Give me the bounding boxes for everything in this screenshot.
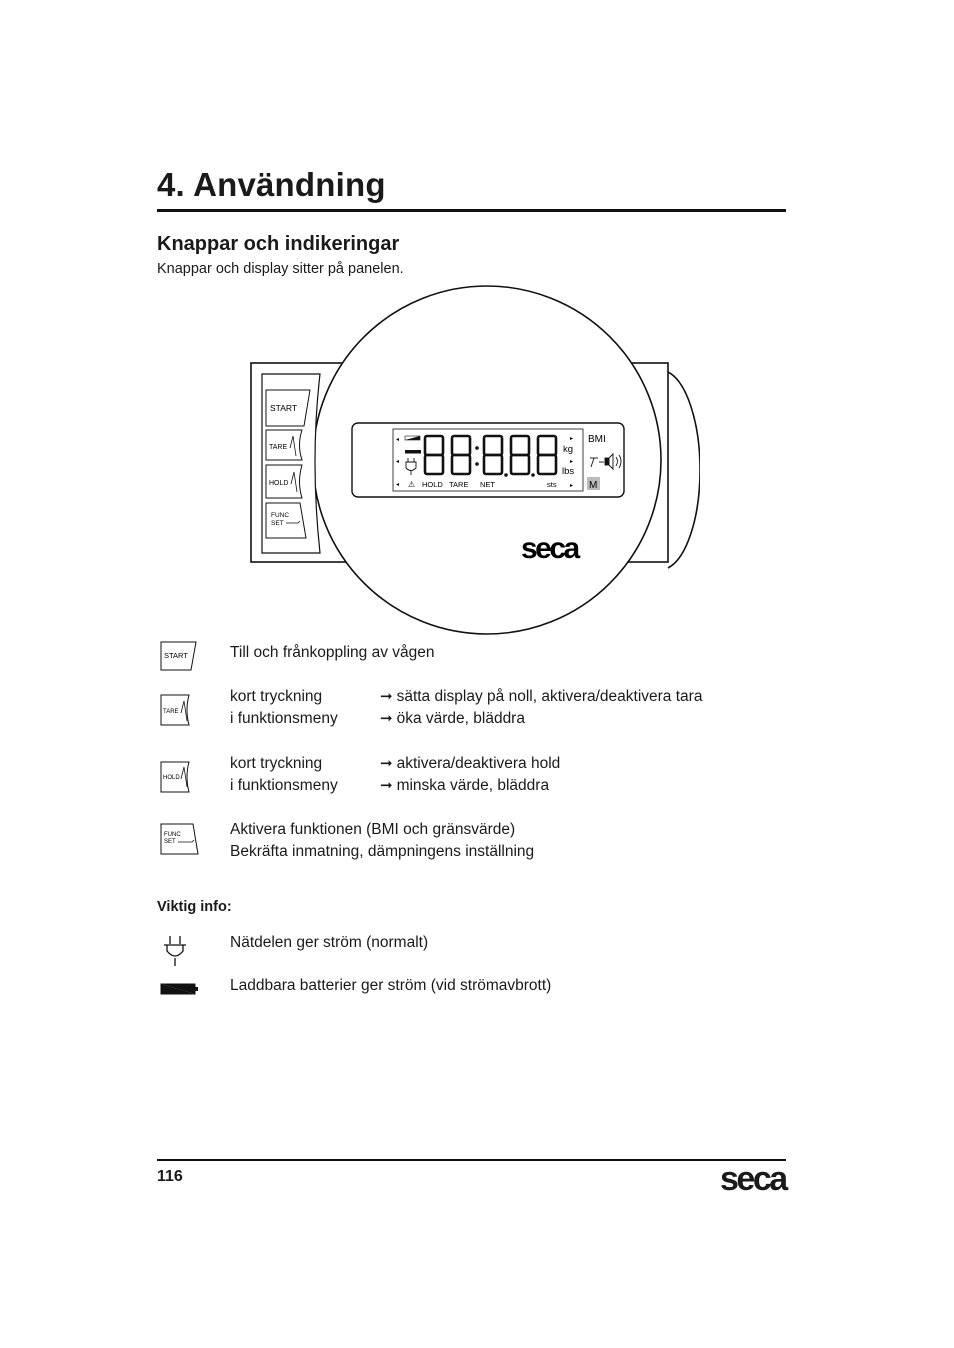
display-bmi-label: BMI	[588, 434, 606, 445]
section-heading: Knappar och indikeringar	[157, 233, 400, 255]
display-sts-label: sts	[547, 480, 557, 489]
hold-row-label: i funktionsmeny	[230, 777, 338, 794]
info-battery-text: Laddbara batterier ger ström (vid strömavbrott)	[230, 977, 552, 994]
tare-key-icon	[160, 693, 192, 727]
tare-button[interactable]	[266, 430, 302, 460]
func-set-line-1: Aktivera funktionen (BMI och gränsvärde)	[230, 821, 516, 838]
tare-key-description	[230, 686, 702, 730]
display-kg-label: kg	[563, 444, 574, 455]
arrow-right-icon: ➞	[380, 777, 393, 794]
svg-text:◂: ◂	[396, 437, 400, 443]
footer-divider	[157, 1159, 786, 1161]
hold-key-row	[230, 775, 560, 797]
svg-text:⚠: ⚠	[408, 480, 416, 489]
page-number: 116	[157, 1168, 183, 1185]
footer-brand-logo: seca	[720, 1160, 786, 1198]
tare-button-label: TARE	[269, 444, 288, 451]
tare-key-row	[230, 708, 702, 730]
plug-icon	[162, 934, 188, 973]
display-m-label: M	[589, 480, 598, 491]
start-key-icon-text: START	[164, 651, 188, 660]
display-net-label: NET	[480, 480, 495, 489]
hold-key-row	[230, 753, 560, 775]
info-mains-text: Nätdelen ger ström (normalt)	[230, 934, 429, 951]
display-hold-label: HOLD	[422, 480, 443, 489]
panel-brand-logo: seca	[521, 532, 578, 565]
start-key-description: Till och frånkoppling av vågen	[230, 644, 435, 661]
tare-row-action: öka värde, bläddra	[396, 710, 525, 727]
tare-row-label: kort tryckning	[230, 688, 323, 705]
arrow-right-icon: ➞	[380, 710, 393, 727]
func-set-key-description	[230, 819, 534, 863]
start-button[interactable]	[266, 390, 310, 426]
tare-row-label: i funktionsmeny	[230, 710, 338, 727]
svg-text:◂: ◂	[396, 459, 400, 465]
display-tare-label: TARE	[449, 480, 469, 489]
title-divider	[157, 209, 786, 212]
section-intro: Knappar och display sitter på panelen.	[157, 261, 404, 277]
scale-panel-illustration	[240, 285, 700, 640]
hold-button[interactable]	[266, 465, 302, 498]
func-button-label: FUNC	[271, 512, 290, 519]
battery-icon	[160, 982, 200, 1001]
func-set-line-2: Bekräfta inmatning, dämpningens inställning	[230, 843, 535, 860]
hold-key-icon-text: HOLD	[163, 775, 180, 781]
hold-row-label: kort tryckning	[230, 755, 323, 772]
func-key-icon-text: FUNC	[164, 832, 181, 838]
hold-row-action: aktivera/deaktivera hold	[396, 755, 561, 772]
func-set-button[interactable]	[266, 503, 306, 538]
start-key-icon	[160, 640, 198, 672]
svg-text:◂: ◂	[396, 482, 400, 488]
hold-row-action: minska värde, bläddra	[396, 777, 550, 794]
hold-key-description	[230, 753, 560, 797]
hold-button-label: HOLD	[269, 480, 289, 487]
hold-key-icon	[160, 760, 192, 794]
tare-row-action: sätta display på noll, aktivera/deaktivera tara	[396, 688, 703, 705]
arrow-right-icon: ➞	[380, 755, 393, 772]
arrow-right-icon: ➞	[380, 688, 393, 705]
set-key-icon-text: SET	[164, 839, 176, 845]
start-button-label: START	[270, 403, 298, 413]
display-lbs-label: lbs	[562, 466, 575, 477]
func-set-key-icon	[160, 822, 200, 856]
info-heading: Viktig info:	[157, 899, 232, 915]
chapter-title: 4. Användning	[157, 166, 386, 203]
tare-key-icon-text: TARE	[163, 709, 179, 715]
svg-text:▸: ▸	[570, 459, 574, 465]
set-button-label: SET	[271, 520, 284, 527]
svg-text:▸: ▸	[570, 483, 574, 489]
svg-text:▸: ▸	[570, 436, 574, 442]
tare-key-row	[230, 686, 702, 708]
